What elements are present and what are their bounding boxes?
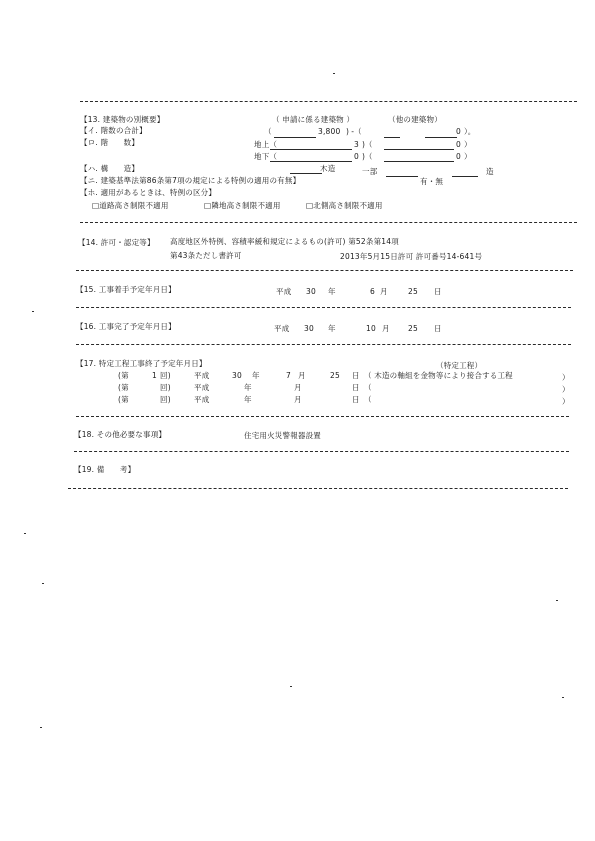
sec13-above: 地上（ <box>254 140 278 149</box>
sec13-i-other-value: 0 <box>456 127 461 136</box>
sec13-other-below-value: 0 <box>456 152 461 161</box>
document-page: 【13. 建築物の別概要】 （ 申請に係る建築物 ） （他の建築物） 【イ. 階数の合計】 （ 3,800 ) -（ 0 ）。 【ロ. 階 数】 地上（ 3 )（ 0 ） 地下（ 0 )（ 0 ） 【ハ. 構 造】 木造 一部 造 【ニ. 建築基準法第86条第7項の規定による特例の適用の有無】 有・無 【ホ. 適用があるときは、特例の区分】 □道路高さ制限不適用 □隣地高さ制限不適用 □北側高さ制限不適用 【14. 許可・認定等】 高度地区外特例、容積率緩和規定によるもの(許可) 第52条第14項 第43条ただし書許可 2013年5月15日許可 許可番号14-641号 【15. 工事着手予定年月日】 平成 30 年 6 月 25 日 【16. 工事完了予定年月日】 平成 30 年 10 月 25 日 【17. 特定工程工事終了予定年月日】 （特定工程） (第 1 回) 平成 30 年 7 月 25 日 （ 木造の軸組を金物等により接合する工程 ） (第 回) 平成 年 月 日 （ ） (第 回) 平成 年 月 日 （ ） 【18. その他必要な事項】 住宅用火災警報器設置 【19. 備 考】 <box>0 0 595 841</box>
sec13-ni-label: 【ニ. 建築基準法第86条第7項の規定による特例の適用の有無】 <box>80 176 301 185</box>
sec13-i-label: 【イ. 階数の合計】 <box>80 126 147 135</box>
sec17-label: 【17. 特定工程工事終了予定年月日】 <box>76 359 207 368</box>
sec13-check-north[interactable]: □北側高さ制限不適用 <box>306 201 383 210</box>
sec18-value: 住宅用火災警報器設置 <box>244 431 321 440</box>
sec13-ho-label: 【ホ. 適用があるときは、特例の区分】 <box>80 188 217 197</box>
sec13-rule <box>80 222 577 223</box>
sec18-rule <box>74 451 569 452</box>
sec13-below-value: 0 <box>354 152 359 161</box>
sec15-rule <box>76 307 571 308</box>
sec17-row-number: 1 <box>152 371 157 380</box>
sec17-row-work: （ 木造の軸組を金物等により接合する工程 <box>364 371 513 380</box>
sec16-label: 【16. 工事完了予定年月日】 <box>76 322 176 331</box>
top-rule <box>80 101 577 102</box>
sec13-ha-part: 一部 <box>362 167 378 176</box>
speck <box>290 686 292 687</box>
sec18-label: 【18. その他必要な事項】 <box>74 430 167 439</box>
sec13-col-main: （ 申請に係る建築物 ） <box>272 115 355 124</box>
sec13-i-value: 3,800 <box>318 127 341 136</box>
sec17-right-head: （特定工程） <box>436 361 483 370</box>
speck <box>333 73 335 74</box>
sec19-rule <box>68 488 568 489</box>
sec19-label: 【19. 備 考】 <box>74 465 136 474</box>
margin-mark <box>32 311 34 312</box>
sec13-other-above-value: 0 <box>456 140 461 149</box>
sec13-ha-value: 木造 <box>320 164 336 173</box>
sec15-label: 【15. 工事着手予定年月日】 <box>76 285 176 294</box>
sec14-rule <box>76 270 573 271</box>
sec13-check-road[interactable]: □道路高さ制限不適用 <box>92 201 169 210</box>
sec16-era: 平成 <box>274 324 290 333</box>
speck <box>562 697 564 698</box>
sec15-era: 平成 <box>276 287 292 296</box>
sec15-year: 30 <box>306 287 316 296</box>
sec16-rule <box>76 344 571 345</box>
sec15-month: 6 <box>370 287 375 296</box>
speck <box>40 727 42 728</box>
sec16-month: 10 <box>366 324 376 333</box>
sec17-row-year: 30 <box>232 371 242 380</box>
sec13-ha-end: 造 <box>486 167 494 176</box>
sec14-title: 【14. 許可・認定等】 <box>78 238 155 247</box>
sec17-row-day: 25 <box>330 371 340 380</box>
sec13-title: 【13. 建築物の別概要】 <box>80 115 165 124</box>
sec14-line2: 第43条ただし書許可 <box>170 251 242 260</box>
sec13-col-other: （他の建築物） <box>388 115 442 124</box>
sec14-line1: 高度地区外特例、容積率緩和規定によるもの(許可) 第52条第14項 <box>170 237 399 246</box>
sec17-rule <box>76 416 569 417</box>
sec15-day: 25 <box>408 287 418 296</box>
sec13-below: 地下（ <box>254 152 278 161</box>
sec13-above-value: 3 <box>354 140 359 149</box>
sec16-year: 30 <box>304 324 314 333</box>
speck <box>42 583 44 584</box>
sec14-line3: 2013年5月15日許可 許可番号14-641号 <box>340 252 483 261</box>
sec13-ha-label: 【ハ. 構 造】 <box>80 164 140 173</box>
sec13-check-adjacent[interactable]: □隣地高さ制限不適用 <box>204 201 281 210</box>
speck <box>556 600 558 601</box>
paren-open: （ <box>264 127 272 136</box>
sec16-day: 25 <box>408 324 418 333</box>
sec13-ro-label: 【ロ. 階 数】 <box>80 138 140 147</box>
speck <box>24 533 26 534</box>
sec13-ni-value: 有・無 <box>420 177 444 186</box>
sec17-row-month: 7 <box>286 371 291 380</box>
